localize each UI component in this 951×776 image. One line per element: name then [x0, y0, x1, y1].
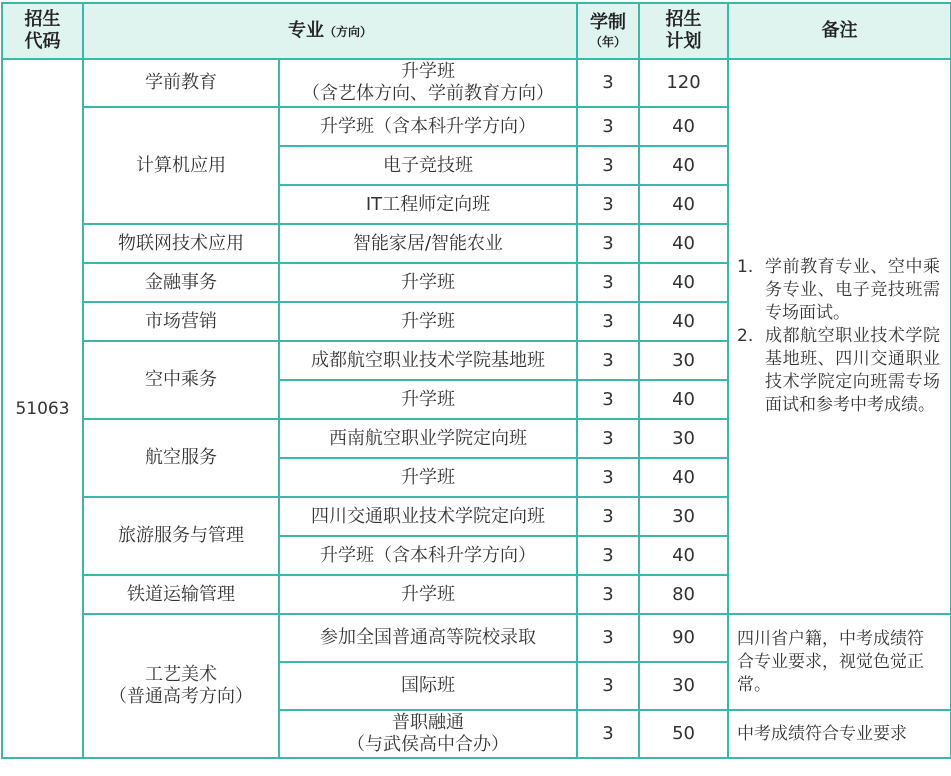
major-cell: 铁道运输管理: [83, 575, 279, 614]
direction-cell: 升学班: [279, 575, 577, 614]
years-cell: 3: [577, 341, 639, 380]
plan-cell: 40: [639, 458, 728, 497]
plan-cell: 80: [639, 575, 728, 614]
plan-cell: 40: [639, 107, 728, 146]
table-row: [2, 59, 951, 107]
remark-cell-1: [728, 59, 951, 614]
direction-cell: 升学班（含本科升学方向）: [279, 536, 577, 575]
remark-item-1: 1. 学前教育专业、空中乘务专业、电子竞技班需专场面试。: [737, 257, 941, 323]
header-row: [2, 3, 951, 59]
remark-cell-3: 中考成绩符合专业要求: [728, 710, 951, 758]
years-cell: 3: [577, 224, 639, 263]
plan-cell: 50: [639, 710, 728, 758]
major-cell: 旅游服务与管理: [83, 497, 279, 575]
years-cell: 3: [577, 146, 639, 185]
plan-cell: 30: [639, 662, 728, 710]
table-row: [2, 614, 951, 662]
years-cell: 3: [577, 614, 639, 662]
years-cell: 3: [577, 662, 639, 710]
major-cell: 学前教育: [83, 59, 279, 107]
plan-cell: 30: [639, 497, 728, 536]
header-major: 专业（方向）: [83, 3, 577, 59]
years-cell: 3: [577, 263, 639, 302]
major-cell: 金融事务: [83, 263, 279, 302]
major-cell: 计算机应用: [83, 107, 279, 224]
remark-item-2: 2. 成都航空职业技术学院基地班、四川交通职业技术学院定向班需专场面试和参考中考成绩。: [737, 326, 941, 415]
major-cell: 市场营销: [83, 302, 279, 341]
years-cell: 3: [577, 575, 639, 614]
years-cell: 3: [577, 419, 639, 458]
years-cell: 3: [577, 458, 639, 497]
plan-cell: 40: [639, 185, 728, 224]
direction-cell: 四川交通职业技术学院定向班: [279, 497, 577, 536]
years-cell: 3: [577, 59, 639, 107]
direction-cell: 成都航空职业技术学院基地班: [279, 341, 577, 380]
plan-cell: 30: [639, 419, 728, 458]
header-remark: 备注: [728, 3, 951, 59]
plan-cell: 90: [639, 614, 728, 662]
direction-cell: 升学班 （含艺体方向、学前教育方向）: [279, 59, 577, 107]
direction-cell: 参加全国普通高等院校录取: [279, 614, 577, 662]
plan-cell: 40: [639, 302, 728, 341]
major-cell: 工艺美术 （普通高考方向）: [83, 614, 279, 758]
plan-cell: 40: [639, 263, 728, 302]
header-years: 学制 （年）: [577, 3, 639, 59]
plan-cell: 120: [639, 59, 728, 107]
direction-cell: 智能家居/智能农业: [279, 224, 577, 263]
plan-cell: 40: [639, 224, 728, 263]
years-cell: 3: [577, 185, 639, 224]
direction-cell: 电子竞技班: [279, 146, 577, 185]
years-cell: 3: [577, 380, 639, 419]
header-code: 招生代码: [2, 3, 83, 59]
plan-cell: 40: [639, 380, 728, 419]
plan-cell: 40: [639, 146, 728, 185]
years-cell: 3: [577, 302, 639, 341]
major-cell: 空中乘务: [83, 341, 279, 419]
plan-cell: 30: [639, 341, 728, 380]
direction-cell: 升学班（含本科升学方向）: [279, 107, 577, 146]
remark-cell-2: 四川省户籍，中考成绩符合专业要求，视觉色觉正常。: [728, 614, 951, 710]
plan-cell: 40: [639, 536, 728, 575]
major-cell: 物联网技术应用: [83, 224, 279, 263]
years-cell: 3: [577, 107, 639, 146]
years-cell: 3: [577, 710, 639, 758]
school-code: 51063: [2, 59, 83, 758]
direction-cell: 升学班: [279, 380, 577, 419]
direction-cell: 国际班: [279, 662, 577, 710]
enrollment-table: [1, 2, 951, 759]
direction-cell: 升学班: [279, 458, 577, 497]
major-cell: 航空服务: [83, 419, 279, 497]
header-plan: 招生计划: [639, 3, 728, 59]
direction-cell: 普职融通 （与武侯高中合办）: [279, 710, 577, 758]
direction-cell: 西南航空职业学院定向班: [279, 419, 577, 458]
direction-cell: 升学班: [279, 302, 577, 341]
direction-cell: 升学班: [279, 263, 577, 302]
direction-cell: IT工程师定向班: [279, 185, 577, 224]
years-cell: 3: [577, 536, 639, 575]
years-cell: 3: [577, 497, 639, 536]
